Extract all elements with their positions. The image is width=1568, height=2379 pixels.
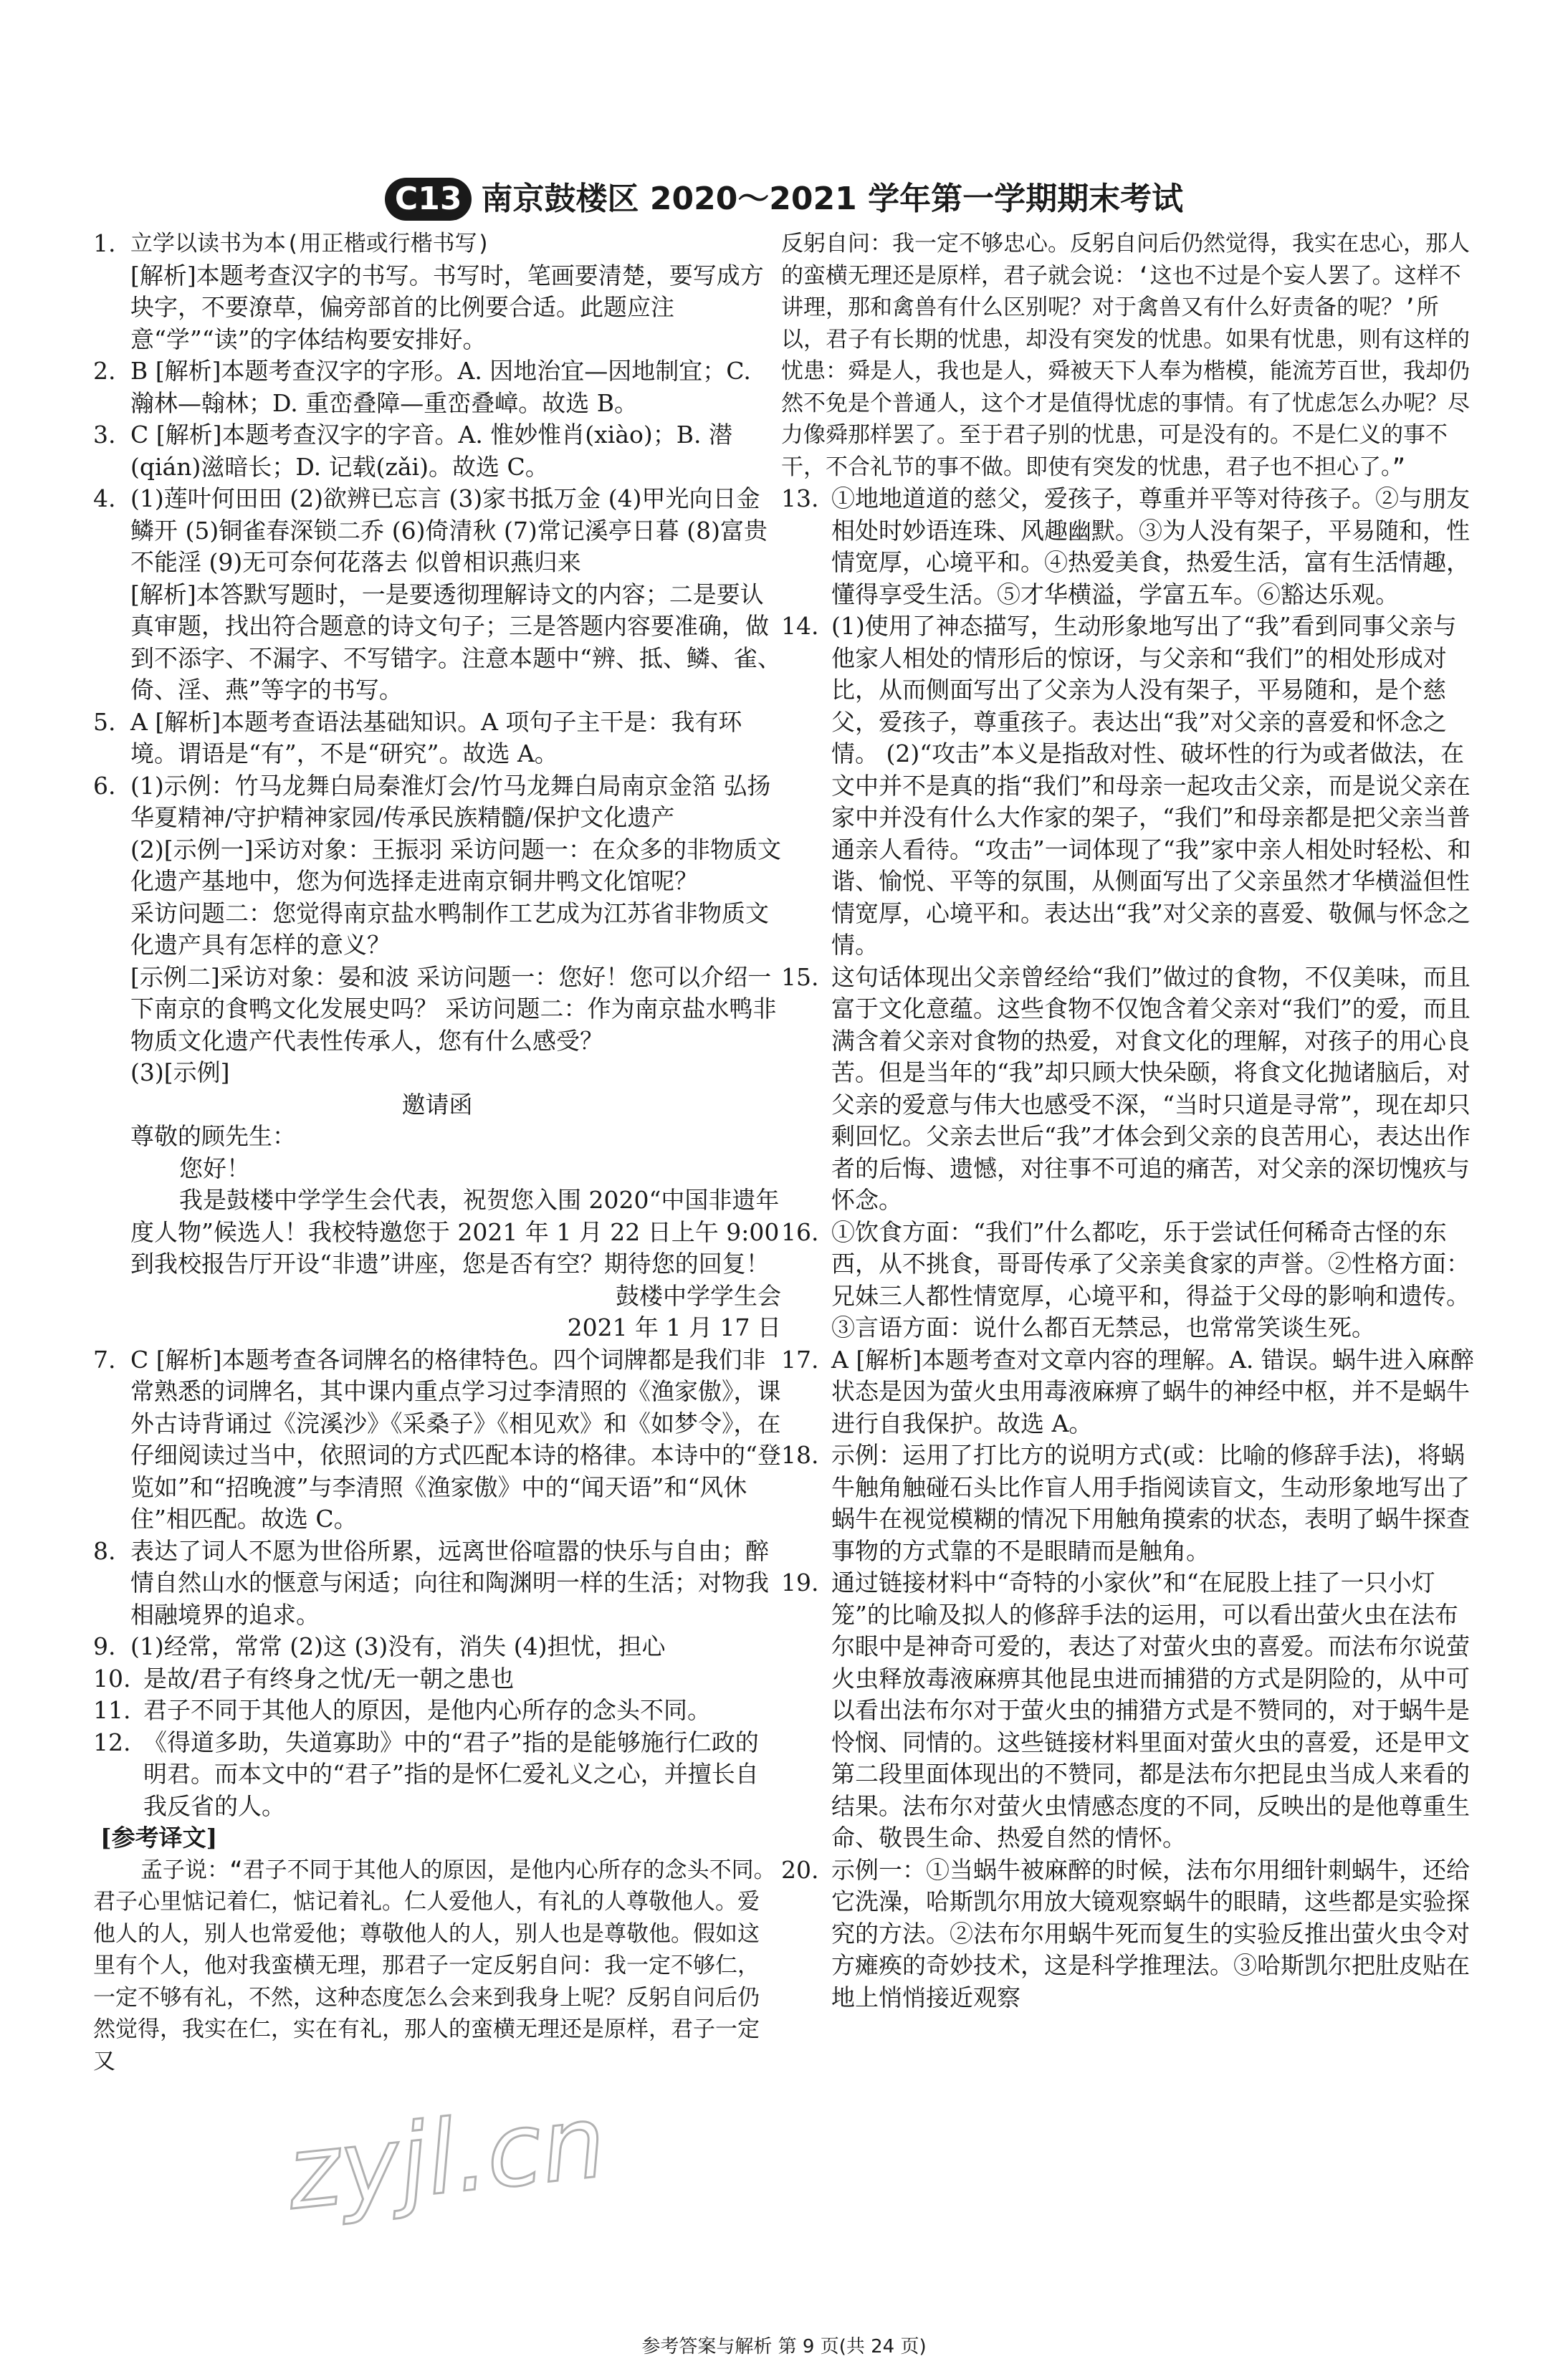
translation-heading: [参考译文] bbox=[100, 1824, 218, 1852]
answer-item: 19. 通过链接材料中“奇特的小家伙”和“在屁股上挂了一只小灯笼”的比喻及拟人的修辞手法的运用，可以看出萤火虫在法布尔眼中是神奇可爱的，表达了对萤火虫的喜爱。而法布尔说萤火虫释放毒液麻痹其他昆虫进而捕猎的方式是阴险的，从中可以看出法布尔对于萤火虫的捕猎方式是不赞同的，对于蜗牛是怜悯、同情的。这些链接材料里面对萤火虫的喜爱，还是甲文第二段里面体现出的不赞同，都是法布尔把昆虫当成人来看的结果。法布尔对萤火虫情感态度的不同，反映出的是他尊重生命、敬畏生命、热爱自然的情怀。 bbox=[781, 1569, 1470, 1852]
watermark-logo bbox=[273, 2054, 744, 2245]
answer-item: [示例二]采访对象：晏和波 采访问题一：您好！您可以介绍一下南京的食鸭文化发展史吗？ 采访问题二：作为南京盐水鸭非物质文化遗产代表性传承人，您有什么感受？ bbox=[130, 962, 777, 1055]
answer-item: 17. A [解析]本题考查对文章内容的理解。A. 错误。蜗牛进入麻醉状态是因为萤火虫用毒液麻痹了蜗牛的神经中枢，并不是蜗牛进行自我保护。故选 A。 bbox=[781, 1345, 1474, 1437]
answer-item: 1. 立学以读书为本(用正楷或行楷书写) bbox=[93, 229, 491, 257]
answer-item: 20. 示例一：①当蜗牛被麻醉的时候，法布尔用细针刺蜗牛，还给它洗澡，哈斯凯尔用放大镜观察蜗牛的眼睛，这些都是实验探究的方法。②法布尔用蜗牛死而复生的实验反推出萤火虫令对方瘫痪的奇妙技术，这是科学推理法。③哈斯凯尔把肚皮贴在地上悄悄接近观察 bbox=[781, 1855, 1470, 2011]
answer-item: 12. 《得道多助，失道寡助》中的“君子”指的是能够施行仁政的明君。而本文中的“君子”指的是怀仁爱礼义之心，并擅长自我反省的人。 bbox=[93, 1728, 759, 1820]
answer-item: 采访问题二：您觉得南京盐水鸭制作工艺成为江苏省非物质文化遗产具有怎样的意义？ bbox=[130, 899, 769, 959]
answer-item: 3. C [解析]本题考查汉字的字音。A. 惟妙惟肖(xiào)；B. 潜(qián)滋暗长；D. 记载(zǎi)。故选 C。 bbox=[93, 421, 732, 481]
exam-header bbox=[0, 178, 1568, 228]
letter-date: 2021 年 1 月 17 日 bbox=[567, 1313, 781, 1341]
answer-item: 13. ①地地道道的慈父，爱孩子，尊重并平等对待孩子。②与朋友相处时妙语连珠、风趣幽默。③为人没有架子，平易随和，性情宽厚，心境平和。④热爱美食，热爱生活，富有生活情趣，懂得享受生活。⑤才华横溢，学富五车。⑥豁达乐观。 bbox=[781, 484, 1470, 608]
left-column bbox=[93, 228, 781, 2077]
answer-item: 2. B [解析]本题考查汉字的字形。A. 因地治宜—因地制宜；C. 瀚林—翰林；D. 重峦叠障—重峦叠嶂。故选 B。 bbox=[93, 357, 751, 417]
translation-text: 孟子说：“君子不同于其他人的原因，是他内心所存的念头不同。君子心里惦记着仁，惦记着礼。仁人爱他人，有礼的人尊敬他人。爱他人的人，别人也常爱他；尊敬他人的人，别人也是尊敬他。假如这里有个人，他对我蛮横无理，那君子一定反躬自问：我一定不够仁，一定不够有礼，不然，这种态度怎么会来到我身上呢？反躬自问后仍然觉得，我实在仁，实在有礼，那人的蛮横无理还是原样，君子一定又 bbox=[93, 1857, 776, 2074]
answer-item: 4. (1)莲叶何田田 (2)欲辨已忘言 (3)家书抵万金 (4)甲光向日金鳞开 (5)铜雀春深锁二乔 (6)倚清秋 (7)常记溪亭日暮 (8)富贵不能淫 (9)无可奈何花落去 似曾相识燕归来 bbox=[93, 484, 768, 576]
letter-title: 邀请函 bbox=[401, 1090, 473, 1119]
right-column bbox=[781, 228, 1476, 2014]
answer-item: [解析]本题考查汉字的书写。书写时，笔画要清楚，要写成方块字，不要潦草，偏旁部首的比例要合适。此题应注意“学”“读”的字体结构要安排好。 bbox=[130, 261, 764, 353]
exam-code-badge: C13 bbox=[385, 178, 472, 221]
answer-item: (3)[示例] bbox=[130, 1058, 230, 1086]
exam-title: 南京鼓楼区 2020～2021 学年第一学期期末考试 bbox=[481, 181, 1184, 217]
answer-item: [解析]本答默写题时，一是要透彻理解诗文的内容；二是要认真审题，找出符合题意的诗文句子；三是答题内容要准确，做到不添字、不漏字、不写错字。注意本题中“辨、抵、鳞、雀、倚、淫、燕”等字的书写。 bbox=[130, 580, 781, 704]
answer-item: 15. 这句话体现出父亲曾经给“我们”做过的食物，不仅美味，而且富于文化意蕴。这些食物不仅饱含着父亲对“我们”的爱，而且满含着父亲对食物的热爱，对食文化的理解，对孩子的用心良苦。但是当年的“我”却只顾大快朵颐，将食文化抛诸脑后，对父亲的爱意与伟大也感受不深，“当时只道是寻常”，现在却只剩回忆。父亲去世后“我”才体会到父亲的良苦用心，表达出作者的后悔、遗憾，对往事不可追的痛苦，对父亲的深切愧疚与怀念。 bbox=[781, 962, 1471, 1214]
answer-item: 9. (1)经常，常常 (2)这 (3)没有，消失 (4)担忧，担心 bbox=[93, 1632, 666, 1660]
letter-signer: 鼓楼中学学生会 bbox=[616, 1281, 781, 1310]
answer-item: 7. C [解析]本题考查各词牌名的格律特色。四个词牌都是我们非常熟悉的词牌名，其中课内重点学习过李清照的《渔家傲》，课外古诗背诵过《浣溪沙》《采桑子》《相见欢》和《如梦令》，在仔细阅读过当中，依照词的方式匹配本诗的格律。本诗中的“登览如”和“招晚渡”与李清照《渔家傲》中的“闻天语”和“风休住”相匹配。故选 C。 bbox=[93, 1345, 781, 1533]
watermark-text: zyjl.cn bbox=[282, 2083, 611, 2233]
answer-item: 18. 示例：运用了打比方的说明方式(或：比喻的修辞手法)，将蜗牛触角触碰石头比作盲人用手指阅读盲文，生动形象地写出了蜗牛在视觉模糊的情况下用触角摸索的状态，表明了蜗牛探查事物的方式靠的不是眼睛而是触角。 bbox=[781, 1441, 1470, 1565]
translation-continued: 反躬自问：我一定不够忠心。反躬自问后仍然觉得，我实在忠心，那人的蛮横无理还是原样，君子就会说：‘这也不过是个妄人罢了。这样不讲理，那和禽兽有什么区别呢？对于禽兽又有什么好责备的呢？’所以，君子有长期的忧患，却没有突发的忧患。如果有忧患，则有这样的忧患：舜是人，我也是人，舜被天下人奉为楷模，能流芳百世，我却仍然不免是个普通人，这个才是值得忧虑的事情。有了忧虑怎么办呢？尽力像舜那样罢了。至于君子别的忧患，可是没有的。不是仁义的事不干，不合礼节的事不做。即使有突发的忧患，君子也不担心了。” bbox=[781, 231, 1470, 480]
answer-item: (2)[示例一]采访对象：王振羽 采访问题一：在众多的非物质文化遗产基地中，您为何选择走进南京铜井鸭文化馆呢？ bbox=[130, 835, 781, 895]
answer-item: 14. (1)使用了神态描写，生动形象地写出了“我”看到同事父亲与他家人相处的情形后的惊讶，与父亲和“我们”的相处形成对比，从而侧面写出了父亲为人没有架子，平易随和，是个慈父，爱孩子，尊重孩子。表达出“我”对父亲的喜爱和怀念之情。 (2)“攻击”本义是指敌对性、破坏性的行为或者做法，在文中并不是真的指“我们”和母亲一起攻击父亲，而是说父亲在家中并没有什么大作家的架子，“我们”和母亲都是把父亲当普通亲人看待。“攻击”一词体现了“我”家中亲人相处时轻松、和谐、愉悦、平等的氛围，从侧面写出了父亲虽然才华横溢但性情宽厚，心境平和。表达出“我”对父亲的喜爱、敬佩与怀念之情。 bbox=[781, 612, 1471, 959]
answer-item: 11. 君子不同于其他人的原因，是他内心所存的念头不同。 bbox=[93, 1696, 711, 1724]
page-footer: 参考答案与解析 第 9 页(共 24 页) bbox=[641, 2336, 927, 2358]
letter-body: 我是鼓楼中学学生会代表，祝贺您入围 2020“中国非遗年度人物”候选人！我校特邀您于 2021 年 1 月 22 日上午 9:00 到我校报告厅开设“非遗”讲座，您是否有空？期待您的回复！ bbox=[130, 1186, 780, 1278]
answer-item: 5. A [解析]本题考查语法基础知识。A 项句子主干是：我有环境。谓语是“有”，不是“研究”。故选 A。 bbox=[93, 707, 742, 767]
letter-salutation: 尊敬的顾先生： bbox=[130, 1122, 296, 1150]
letter-greeting: 您好！ bbox=[179, 1154, 250, 1182]
answer-item: 10. 是故/君子有终身之忧/无一朝之患也 bbox=[93, 1664, 515, 1693]
answer-item: 8. 表达了词人不愿为世俗所累，远离世俗喧嚣的快乐与自由；醉情自然山水的惬意与闲适；向往和陶渊明一样的生活；对物我相融境界的追求。 bbox=[93, 1536, 769, 1629]
answer-item: 6. (1)示例：竹马龙舞白局秦淮灯会/竹马龙舞白局南京金箔 弘扬华夏精神/守护精神家园/传承民族精髓/保护文化遗产 bbox=[93, 771, 771, 831]
answer-item: 16. ①饮食方面：“我们”什么都吃，乐于尝试任何稀奇古怪的东西，从不挑食，哥哥传承了父亲美食家的声誉。②性格方面：兄妹三人都性情宽厚，心境平和，得益于父母的影响和遗传。③言语方面：说什么都百无禁忌，也常常笑谈生死。 bbox=[781, 1217, 1470, 1341]
